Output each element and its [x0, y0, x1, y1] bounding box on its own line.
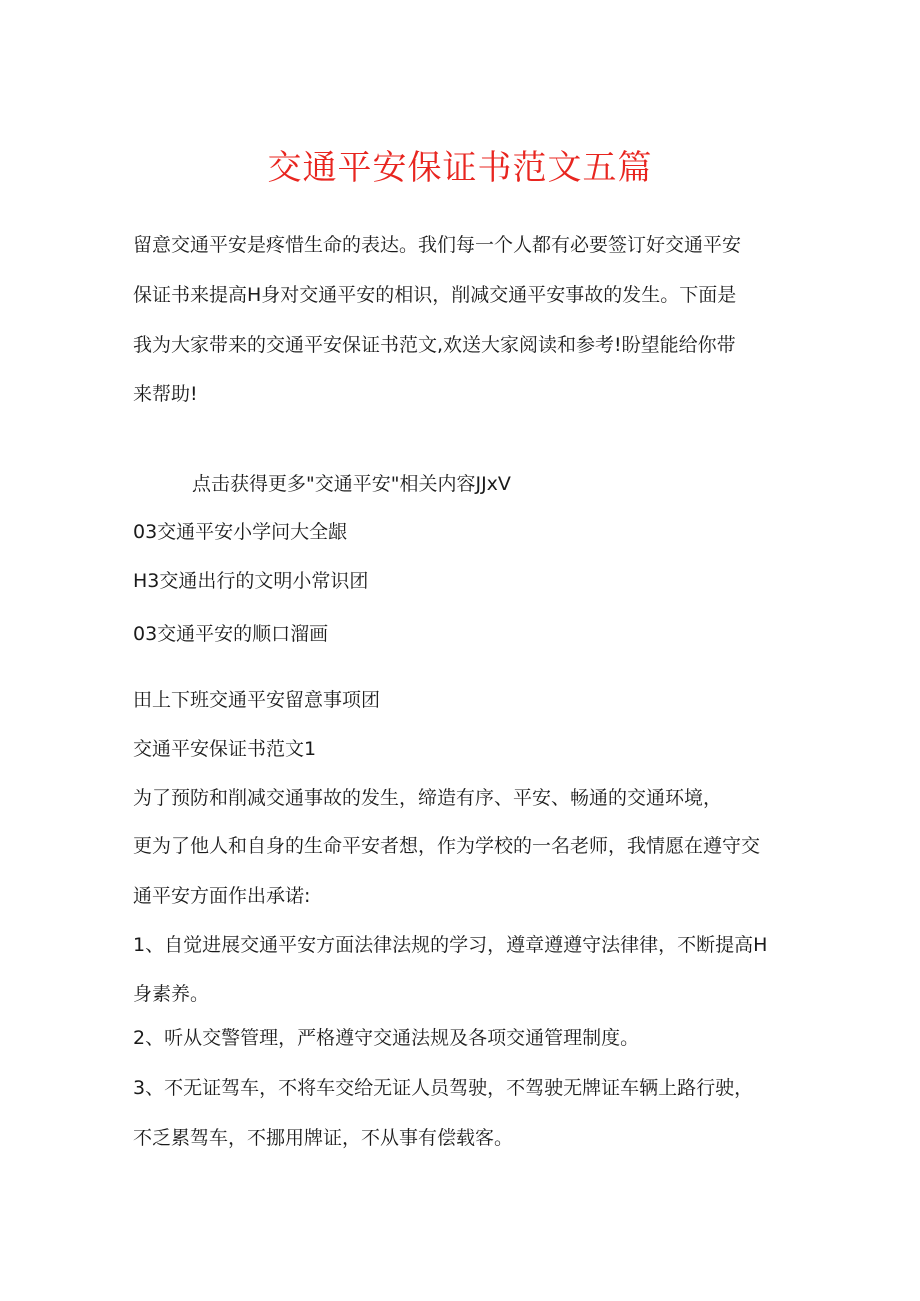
section-heading: 交通平安保证书范文1: [133, 738, 317, 760]
body-line: 1、自觉进展交通平安方面法律法规的学习，遵章遵遵守法律律，不断提高H: [133, 934, 768, 956]
intro-line: 我为大家带来的交通平安保证书范文,欢送大家阅读和参考!盼望能给你带: [133, 334, 736, 356]
related-link[interactable]: 03交通平安小学问大全龈: [133, 521, 348, 543]
body-line: 身素养。: [133, 983, 210, 1005]
related-link[interactable]: 03交通平安的顺口溜画: [133, 623, 329, 645]
related-heading-link[interactable]: 点击获得更多"交通平安"相关内容JJxV: [192, 473, 511, 495]
related-link[interactable]: 田上下班交通平安留意事项团: [133, 689, 381, 711]
body-line: 更为了他人和自身的生命平安者想，作为学校的一名老师，我情愿在遵守交: [133, 835, 761, 857]
intro-line: 留意交通平安是疼惜生命的表达。我们每一个人都有必要签订好交通平安: [133, 234, 742, 256]
body-line: 2、听从交警管理，严格遵守交通法规及各项交通管理制度。: [133, 1027, 640, 1049]
intro-line: 来帮助!: [133, 383, 198, 405]
body-line: 为了预防和削减交通事故的发生，缔造有序、平安、畅通的交通环境，: [133, 787, 723, 809]
related-link[interactable]: H3交通出行的文明小常识团: [133, 570, 369, 592]
document-title: 交通平安保证书范文五篇: [267, 148, 653, 188]
body-line: 通平安方面作出承诺:: [133, 885, 311, 907]
intro-line: 保证书来提高H身对交通平安的相识，削减交通平安事故的发生。下面是: [133, 284, 737, 306]
body-line: 3、不无证驾车，不将车交给无证人员驾驶，不驾驶无牌证车辆上路行驶，: [133, 1077, 754, 1099]
body-line: 不乏累驾车，不挪用牌证，不从事有偿载客。: [133, 1127, 514, 1149]
